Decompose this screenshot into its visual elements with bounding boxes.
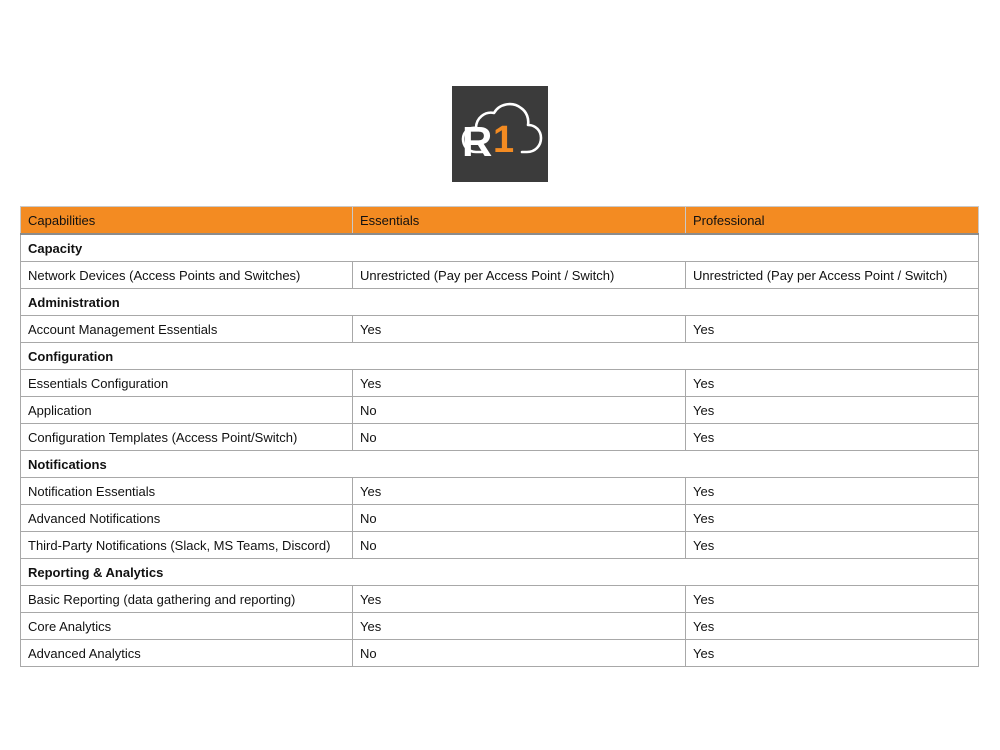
section-title: Administration (21, 289, 979, 316)
essentials-cell: Yes (353, 586, 686, 613)
capability-cell: Network Devices (Access Points and Switches) (21, 262, 353, 289)
professional-cell: Yes (686, 316, 979, 343)
table-row (21, 397, 979, 424)
capability-cell: Application (21, 397, 353, 424)
essentials-cell: No (353, 505, 686, 532)
professional-cell: Yes (686, 532, 979, 559)
table-header-row (21, 207, 979, 235)
cloud-icon (452, 86, 548, 182)
table-row (21, 586, 979, 613)
professional-cell: Yes (686, 478, 979, 505)
capability-cell: Advanced Notifications (21, 505, 353, 532)
logo-digit-1: 1 (493, 119, 515, 161)
professional-cell: Unrestricted (Pay per Access Point / Switch) (686, 262, 979, 289)
section-row (21, 451, 979, 478)
essentials-cell: No (353, 532, 686, 559)
professional-cell: Yes (686, 640, 979, 667)
table-row (21, 505, 979, 532)
professional-cell: Yes (686, 397, 979, 424)
essentials-cell: Unrestricted (Pay per Access Point / Switch) (353, 262, 686, 289)
essentials-cell: No (353, 397, 686, 424)
r1-logo (452, 86, 548, 182)
table-row (21, 640, 979, 667)
table-row (21, 613, 979, 640)
section-row (21, 234, 979, 262)
table-row (21, 478, 979, 505)
section-title: Configuration (21, 343, 979, 370)
capability-cell: Notification Essentials (21, 478, 353, 505)
capability-cell: Third-Party Notifications (Slack, MS Teams, Discord) (21, 532, 353, 559)
table-row (21, 424, 979, 451)
essentials-cell: No (353, 424, 686, 451)
header-capabilities: Capabilities (21, 207, 353, 235)
table-body (21, 234, 979, 667)
essentials-cell: Yes (353, 316, 686, 343)
capability-cell: Account Management Essentials (21, 316, 353, 343)
capabilities-table (20, 206, 979, 667)
essentials-cell: Yes (353, 478, 686, 505)
section-title: Reporting & Analytics (21, 559, 979, 586)
table-row (21, 316, 979, 343)
professional-cell: Yes (686, 424, 979, 451)
table-row (21, 532, 979, 559)
capability-cell: Basic Reporting (data gathering and reporting) (21, 586, 353, 613)
section-title: Notifications (21, 451, 979, 478)
section-row (21, 343, 979, 370)
essentials-cell: Yes (353, 613, 686, 640)
header-professional: Professional (686, 207, 979, 235)
professional-cell: Yes (686, 505, 979, 532)
section-row (21, 289, 979, 316)
section-row (21, 559, 979, 586)
essentials-cell: No (353, 640, 686, 667)
capability-cell: Advanced Analytics (21, 640, 353, 667)
capability-cell: Configuration Templates (Access Point/Switch) (21, 424, 353, 451)
essentials-cell: Yes (353, 370, 686, 397)
table-row (21, 262, 979, 289)
capability-cell: Core Analytics (21, 613, 353, 640)
section-title: Capacity (21, 234, 979, 262)
header-essentials: Essentials (353, 207, 686, 235)
professional-cell: Yes (686, 613, 979, 640)
capability-cell: Essentials Configuration (21, 370, 353, 397)
logo-letter-r: R (462, 118, 493, 165)
table-row (21, 370, 979, 397)
professional-cell: Yes (686, 586, 979, 613)
professional-cell: Yes (686, 370, 979, 397)
